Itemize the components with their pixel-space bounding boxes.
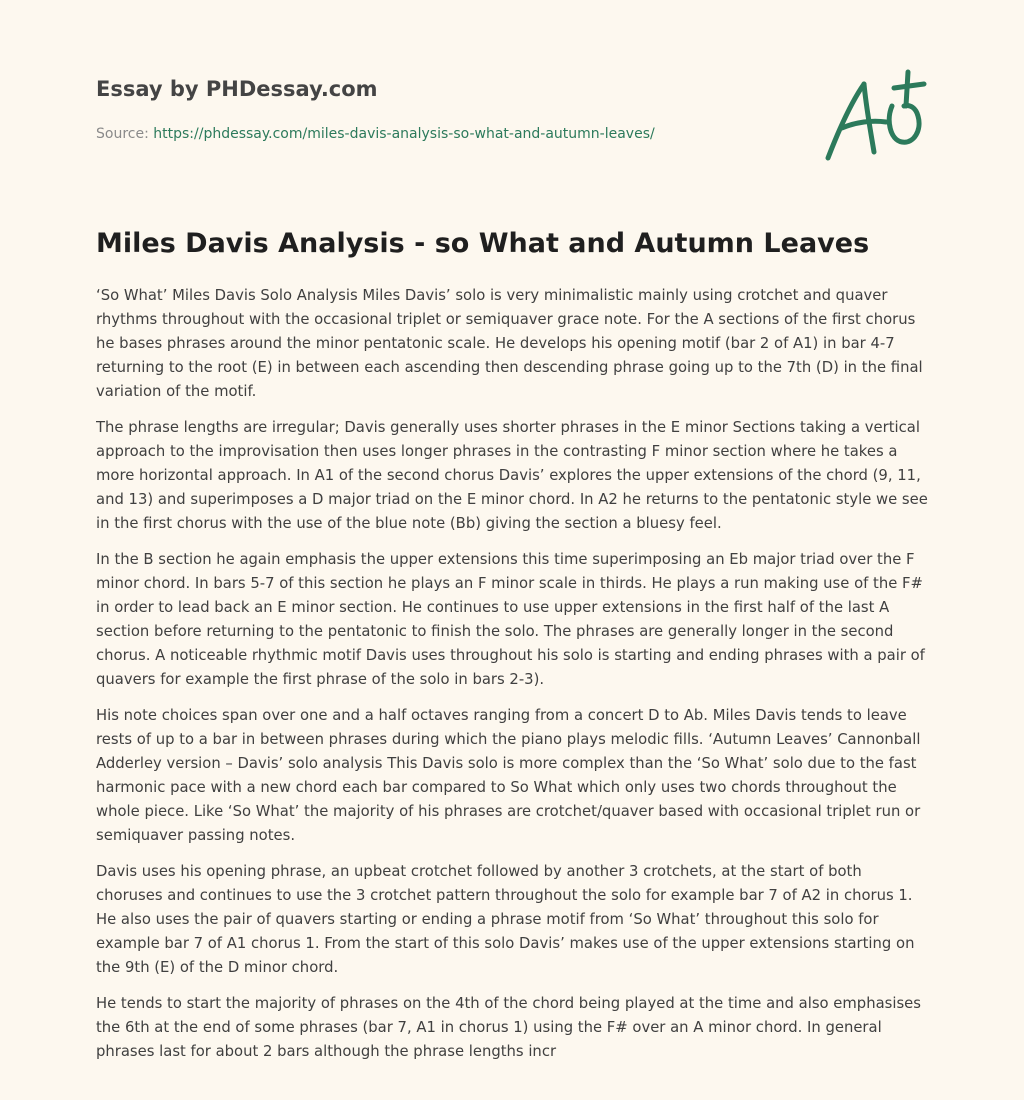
source-line <box>96 124 796 144</box>
article-title: Miles Davis Analysis - so What and Autumn Leaves <box>96 228 870 259</box>
article-paragraph: In the B section he again emphasis the upper extensions this time superimposing an Eb major triad over the F minor chord. In bars 5-7 of this section he plays an F minor scale in thirds. He plays a run making use of the F# in order to lead back an E minor section. He continues to use upper extensions in the first half of the last A section before returning to the pentatonic to finish the solo. The phrases are generally longer in the second chorus. A noticeable rhythmic motif Davis uses throughout his solo is starting and ending phrases with a pair of quavers for example the first phrase of the solo in bars 2-3). <box>96 551 925 688</box>
article-paragraph: The phrase lengths are irregular; Davis generally uses shorter phrases in the E minor Sections taking a vertical approach to the improvisation then uses longer phrases in the contrasting F minor section where he takes a more horizontal approach. In A1 of the second chorus Davis’ explores the upper extensions of the chord (9, 11, and 13) and superimposes a D major triad on the E minor chord. In A2 he returns to the pentatonic style we see in the first chorus with the use of the blue note (Bb) giving the section a bluesy feel. <box>96 419 928 532</box>
source-label: Source: <box>96 126 149 142</box>
article-body <box>96 284 932 1084</box>
site-brand: Essay by PHDessay.com <box>96 77 378 101</box>
article-paragraph: His note choices span over one and a half octaves ranging from a concert D to Ab. Miles Davis tends to leave rests of up to a bar in between phrases during which the piano plays melodic fills. ‘Autumn Leaves’ Cannonball Adderley version – Davis’ solo analysis This Davis solo is more complex than the ‘So What’ solo due to the fast harmonic pace with a new chord each bar compared to So What which only uses two chords throughout the whole piece. Like ‘So What’ the majority of his phrases are crotchet/quaver based with occasional triplet run or semiquaver passing notes. <box>96 707 921 844</box>
a-plus-logo-icon <box>820 66 930 166</box>
article-paragraph: Davis uses his opening phrase, an upbeat crotchet followed by another 3 crotchets, at the start of both choruses and continues to use the 3 crotchet pattern throughout the solo for example bar 7 of A2 in chorus 1. He also uses the pair of quavers starting or ending a phrase motif from ‘So What’ throughout this solo for example bar 7 of A1 chorus 1. From the start of this solo Davis’ makes use of the upper extensions starting on the 9th (E) of the D minor chord. <box>96 863 915 976</box>
article-paragraph: He tends to start the majority of phrases on the 4th of the chord being played at the time and also emphasises the 6th at the end of some phrases (bar 7, A1 in chorus 1) using the F# over an A minor chord. In general phrases last for about 2 bars although the phrase lengths incr <box>96 995 921 1060</box>
article-paragraph: ‘So What’ Miles Davis Solo Analysis Miles Davis’ solo is very minimalistic mainly using crotchet and quaver rhythms throughout with the occasional triplet or semiquaver grace note. For the A sections of the first chorus he bases phrases around the minor pentatonic scale. He develops his opening motif (bar 2 of A1) in bar 4-7 returning to the root (E) in between each ascending then descending phrase going up to the 7th (D) in the final variation of the motif. <box>96 287 923 400</box>
page-header <box>96 74 796 144</box>
source-link[interactable]: https://phdessay.com/miles-davis-analysis-so-what-and-autumn-leaves/ <box>153 126 655 142</box>
